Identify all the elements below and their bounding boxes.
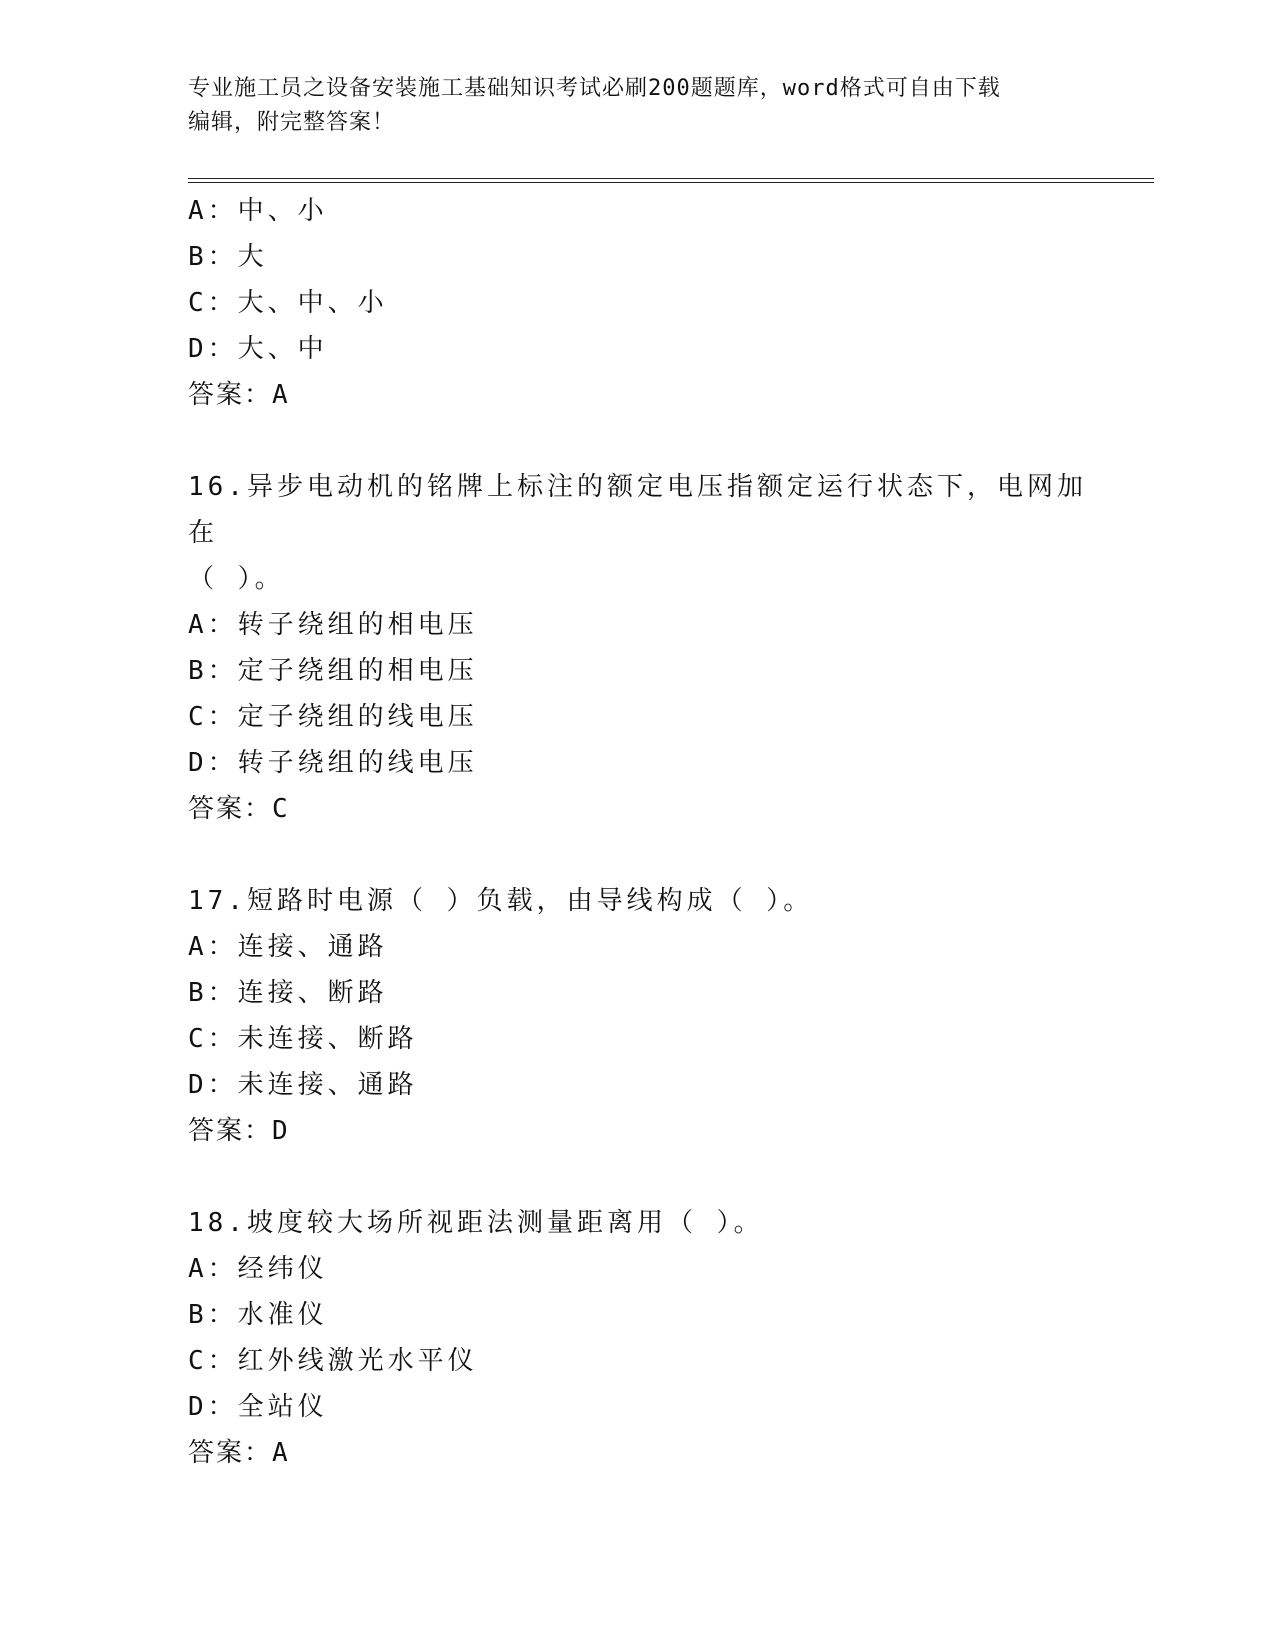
- option-text: 水准仪: [237, 1300, 328, 1330]
- question-stem-line-2: （ ）。: [188, 564, 285, 594]
- option-b: [188, 234, 1088, 280]
- option-b: [188, 648, 1088, 694]
- answer-line: [188, 786, 1088, 832]
- option-text: 连接、断路: [237, 978, 388, 1008]
- option-text: 定子绕组的相电压: [237, 656, 478, 686]
- option-key: A：: [188, 932, 238, 962]
- option-c: [188, 1016, 1088, 1062]
- option-key: A：: [188, 610, 238, 640]
- option-key: C：: [188, 702, 238, 732]
- answer-value: A: [272, 380, 290, 410]
- partial-question-block: [188, 188, 1088, 418]
- option-d: [188, 1384, 1088, 1430]
- option-text: 未连接、断路: [237, 1024, 418, 1054]
- option-b: [188, 970, 1088, 1016]
- answer-line: [188, 1108, 1088, 1154]
- option-key: C：: [188, 288, 238, 318]
- header-rule-top: [188, 178, 1154, 179]
- option-text: 大、中: [237, 334, 328, 364]
- option-key: D：: [188, 334, 238, 364]
- option-text: 经纬仪: [237, 1254, 328, 1284]
- header-line-2: 编辑，附完整答案！: [188, 110, 396, 135]
- option-text: 定子绕组的线电压: [237, 702, 478, 732]
- answer-label: 答案：: [188, 1438, 273, 1468]
- option-text: 中、小: [237, 196, 328, 226]
- option-b: [188, 1292, 1088, 1338]
- option-a: [188, 924, 1088, 970]
- option-key: B：: [188, 978, 238, 1008]
- answer-label: 答案：: [188, 380, 273, 410]
- option-key: B：: [188, 242, 238, 272]
- question-18: [188, 1200, 1088, 1476]
- option-c: [188, 1338, 1088, 1384]
- question-stem-line-1: 16.异步电动机的铭牌上标注的额定电压指额定运行状态下，电网加在: [188, 472, 1087, 548]
- option-text: 红外线激光水平仪: [237, 1346, 478, 1376]
- answer-label: 答案：: [188, 1116, 273, 1146]
- answer-value: C: [272, 794, 290, 824]
- option-key: D：: [188, 1392, 238, 1422]
- option-a: [188, 188, 1088, 234]
- question-content: [188, 188, 1088, 1476]
- question-stem-line-1: 17.短路时电源（ ）负载，由导线构成（ ）。: [188, 886, 814, 916]
- option-d: [188, 1062, 1088, 1108]
- option-text: 转子绕组的线电压: [237, 748, 478, 778]
- question-16: [188, 464, 1088, 832]
- option-key: D：: [188, 1070, 238, 1100]
- option-key: A：: [188, 1254, 238, 1284]
- option-c: [188, 280, 1088, 326]
- question-17: [188, 878, 1088, 1154]
- answer-value: A: [272, 1438, 290, 1468]
- header-line-1: 专业施工员之设备安装施工基础知识考试必刷200题题库，word格式可自由下载: [188, 76, 1001, 101]
- option-text: 未连接、通路: [237, 1070, 418, 1100]
- option-d: [188, 740, 1088, 786]
- option-key: C：: [188, 1346, 238, 1376]
- option-text: 转子绕组的相电压: [237, 610, 478, 640]
- header-rule-bottom: [188, 182, 1154, 183]
- option-key: B：: [188, 1300, 238, 1330]
- option-key: A：: [188, 196, 238, 226]
- option-a: [188, 602, 1088, 648]
- answer-value: D: [272, 1116, 290, 1146]
- option-key: B：: [188, 656, 238, 686]
- answer-line: [188, 372, 1088, 418]
- document-header: [188, 72, 1088, 140]
- option-text: 连接、通路: [237, 932, 388, 962]
- option-c: [188, 694, 1088, 740]
- option-text: 大、中、小: [237, 288, 388, 318]
- question-stem-line-1: 18.坡度较大场所视距法测量距离用（ ）。: [188, 1208, 764, 1238]
- answer-line: [188, 1430, 1088, 1476]
- option-key: C：: [188, 1024, 238, 1054]
- answer-label: 答案：: [188, 794, 273, 824]
- option-key: D：: [188, 748, 238, 778]
- option-text: 大: [237, 242, 268, 272]
- option-d: [188, 326, 1088, 372]
- option-a: [188, 1246, 1088, 1292]
- option-text: 全站仪: [237, 1392, 328, 1422]
